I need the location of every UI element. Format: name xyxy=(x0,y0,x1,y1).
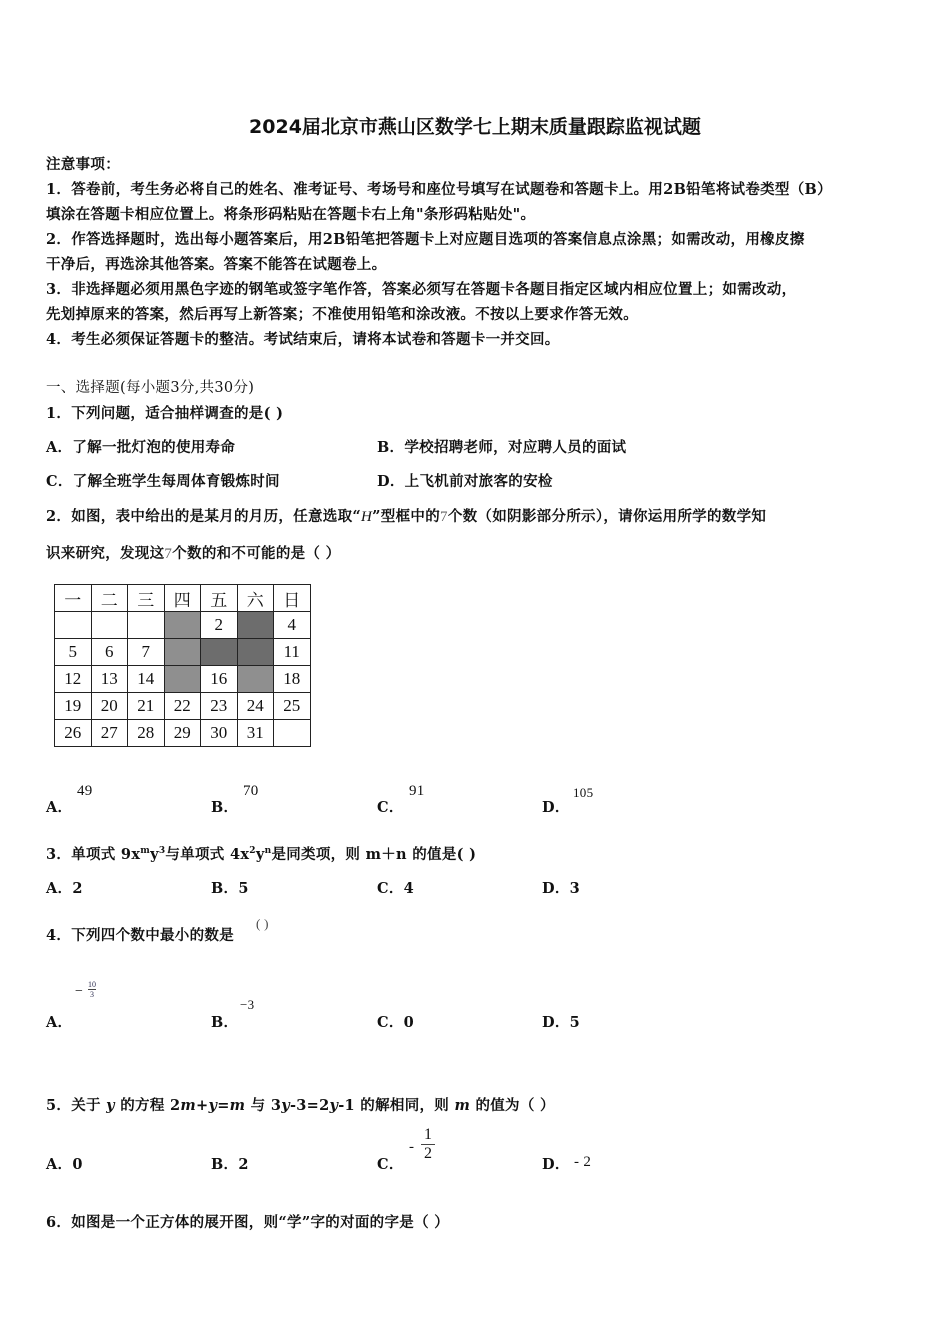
calendar-cell: 23 xyxy=(201,693,238,720)
q3-stem: 3．单项式 $9x^my^3$与单项式 $4x^2y^n$是同类项，则 m＋n 的值是( ) xyxy=(46,846,477,863)
q4-option-b-value: −3 xyxy=(240,997,255,1012)
q5-option-c-minus: - xyxy=(409,1139,415,1155)
calendar-cell-shaded xyxy=(164,639,201,666)
q1-option-c[interactable]: C．了解全班学生每周体育锻炼时间 xyxy=(46,473,280,490)
q3-option-d[interactable]: D．3 xyxy=(542,880,581,897)
calendar-cell: 12 xyxy=(55,666,92,693)
q2-option-a-value: 49 xyxy=(77,783,93,799)
q4-option-a-minus: − xyxy=(75,984,84,999)
notice-line: 3．非选择题必须用黑色字迹的钢笔或签字笔作答，答案必须写在答题卡各题目指定区域内相应位置上；如需改动， xyxy=(46,281,797,298)
calendar-cell: 2 xyxy=(201,612,238,639)
q1-option-a[interactable]: A．了解一批灯泡的使用寿命 xyxy=(46,439,236,456)
calendar-cell xyxy=(55,612,92,639)
q2-stem-line2: 识来研究，发现这7个数的和不可能的是（ ） xyxy=(46,545,341,562)
calendar-cell-shaded xyxy=(237,639,274,666)
calendar-cell: 25 xyxy=(274,693,311,720)
fraction-denominator: 3 xyxy=(90,990,94,999)
q5-option-c-fraction xyxy=(421,1126,435,1163)
notice-line: 2．作答选择题时，选出每小题答案后，用2B铅笔把答题卡上对应题目选项的答案信息点涂黑；如需改动，用橡皮擦 xyxy=(46,231,805,248)
q2-option-b-label[interactable]: B． xyxy=(211,799,239,816)
page-title: 2024届北京市燕山区数学七上期末质量跟踪监视试题 xyxy=(249,116,701,138)
q4-option-a-label[interactable]: A． xyxy=(46,1014,73,1031)
q1-option-b[interactable]: B．学校招聘老师，对应聘人员的面试 xyxy=(377,439,627,456)
q1-option-d[interactable]: D．上飞机前对旅客的安检 xyxy=(377,473,553,490)
notice-line: 干净后，再选涂其他答案。答案不能答在试题卷上。 xyxy=(46,256,387,273)
q1-stem: 1．下列问题，适合抽样调查的是( ) xyxy=(46,405,284,422)
notice-line: 先划掉原来的答案，然后再写上新答案；不准使用铅笔和涂改液。不按以上要求作答无效。 xyxy=(46,306,638,323)
calendar-cell: 20 xyxy=(91,693,128,720)
q2-option-a-label[interactable]: A． xyxy=(46,799,73,816)
calendar-cell: 27 xyxy=(91,720,128,747)
q4-paren: ( ) xyxy=(256,916,269,931)
calendar-header-cell: 二 xyxy=(91,585,128,612)
q5-option-d-value: - 2 xyxy=(574,1154,592,1170)
q6-stem: 6．如图是一个正方体的展开图，则“学”字的对面的字是（ ） xyxy=(46,1214,450,1231)
calendar-header-cell: 四 xyxy=(164,585,201,612)
fraction-numerator: 1 xyxy=(424,1126,432,1143)
q4-option-c[interactable]: C．0 xyxy=(377,1014,415,1031)
q2-option-b-value: 70 xyxy=(243,783,259,799)
calendar-cell: 16 xyxy=(201,666,238,693)
calendar-cell: 26 xyxy=(55,720,92,747)
q5-stem: 5．关于 y 的方程 2m+y=m 与 3y-3=2y-1 的解相同，则 m 的值为（ ） xyxy=(46,1097,555,1114)
q3-option-c[interactable]: C．4 xyxy=(377,880,415,897)
q3-option-a[interactable]: A．2 xyxy=(46,880,83,897)
calendar-cell xyxy=(274,720,311,747)
q2-stem-line1: 2．如图，表中给出的是某月的月历，任意选取“H”型框中的7个数（如阴影部分所示），请你运用所学的数学知 xyxy=(46,508,767,525)
calendar-cell: 22 xyxy=(164,693,201,720)
calendar-cell: 24 xyxy=(237,693,274,720)
calendar-cell: 14 xyxy=(128,666,165,693)
calendar-cell: 31 xyxy=(237,720,274,747)
q3-option-b[interactable]: B．5 xyxy=(211,880,249,897)
q2-option-c-value: 91 xyxy=(409,783,425,799)
q2-option-c-label[interactable]: C． xyxy=(377,799,404,816)
notice-heading: 注意事项： xyxy=(46,156,120,173)
q4-option-d[interactable]: D．5 xyxy=(542,1014,581,1031)
calendar-cell: 13 xyxy=(91,666,128,693)
fraction-denominator: 2 xyxy=(424,1145,432,1162)
calendar-cell: 28 xyxy=(128,720,165,747)
q5-option-d-label[interactable]: D． xyxy=(542,1156,570,1173)
q4-stem: 4．下列四个数中最小的数是 xyxy=(46,927,234,944)
calendar-cell: 18 xyxy=(274,666,311,693)
calendar-cell: 19 xyxy=(55,693,92,720)
notice-line: 填涂在答题卡相应位置上。将条形码粘贴在答题卡右上角"条形码粘贴处"。 xyxy=(46,206,536,223)
calendar-cell-shaded xyxy=(164,612,201,639)
calendar-cell: 7 xyxy=(128,639,165,666)
calendar-cell: 6 xyxy=(91,639,128,666)
calendar-table xyxy=(54,584,311,747)
calendar-cell: 21 xyxy=(128,693,165,720)
notice-line: 4．考生必须保证答题卡的整洁。考试结束后，请将本试卷和答题卡一并交回。 xyxy=(46,331,560,348)
calendar-cell-shaded xyxy=(201,639,238,666)
calendar-cell xyxy=(128,612,165,639)
calendar-header-cell: 一 xyxy=(55,585,92,612)
calendar-cell: 29 xyxy=(164,720,201,747)
calendar-header-cell: 三 xyxy=(128,585,165,612)
calendar-cell xyxy=(91,612,128,639)
q2-option-d-value: 105 xyxy=(573,785,594,800)
calendar-cell-shaded xyxy=(237,612,274,639)
calendar-header-cell: 日 xyxy=(274,585,311,612)
calendar-header-cell: 五 xyxy=(201,585,238,612)
q5-option-b[interactable]: B．2 xyxy=(211,1156,249,1173)
q2-option-d-label[interactable]: D． xyxy=(542,799,570,816)
q4-option-b-label[interactable]: B． xyxy=(211,1014,239,1031)
calendar-header-cell: 六 xyxy=(237,585,274,612)
fraction-numerator: 10 xyxy=(88,980,96,989)
section-heading: 一、选择题(每小题3分,共30分) xyxy=(46,380,255,396)
q5-option-a[interactable]: A．0 xyxy=(46,1156,83,1173)
calendar-cell: 4 xyxy=(274,612,311,639)
notice-line: 1．答卷前，考生务必将自己的姓名、准考证号、考场号和座位号填写在试题卷和答题卡上。用2B铅笔将试卷类型（B） xyxy=(46,181,832,198)
calendar-cell-shaded xyxy=(164,666,201,693)
calendar-cell: 30 xyxy=(201,720,238,747)
calendar-cell: 5 xyxy=(55,639,92,666)
q5-option-c-label[interactable]: C． xyxy=(377,1156,404,1173)
q4-option-a-fraction xyxy=(88,980,96,999)
calendar-cell-shaded xyxy=(237,666,274,693)
calendar-cell: 11 xyxy=(274,639,311,666)
